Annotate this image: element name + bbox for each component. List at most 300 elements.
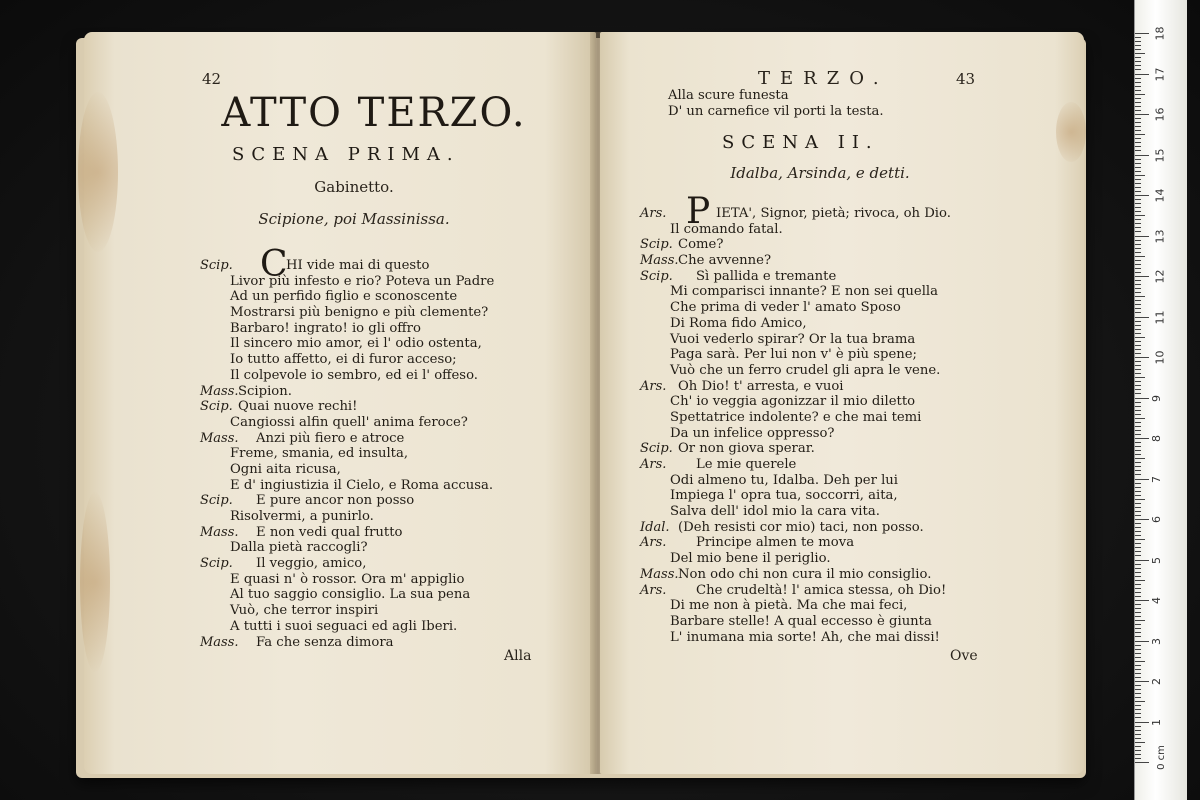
ruler-tick: [1135, 551, 1141, 552]
ruler-tick: [1135, 74, 1149, 75]
dialogue-line: [640, 237, 1060, 253]
drop-capital: P: [686, 191, 711, 232]
ruler-tick: [1135, 244, 1141, 245]
ruler-tick: [1135, 130, 1141, 131]
verse-text: Livor più infesto e rio? Poteva un Padre: [230, 273, 495, 289]
ruler-tick: [1135, 462, 1141, 463]
dialogue-line: [200, 603, 600, 619]
ruler-tick: [1135, 187, 1141, 188]
ruler-tick: [1135, 248, 1141, 249]
ruler-tick: [1135, 483, 1141, 484]
dialogue-line: [200, 619, 600, 635]
dialogue-line: [200, 572, 600, 588]
dialogue-line: [640, 457, 1060, 473]
dialogue-line: [640, 535, 1060, 551]
dialogue-line: [640, 630, 1060, 646]
ruler-tick: [1135, 576, 1141, 577]
ruler-number: 9: [1150, 394, 1163, 402]
ruler-tick: [1135, 418, 1145, 419]
ruler-tick: [1135, 146, 1141, 147]
verse-text: Mostrarsi più benigno e più clemente?: [230, 305, 489, 321]
speaker-label: Scip.: [640, 268, 673, 284]
ruler-tick: [1135, 199, 1141, 200]
ruler-tick: [1135, 98, 1141, 99]
ruler-tick: [1135, 288, 1141, 289]
speaker-label: Scip.: [640, 237, 673, 253]
verse-text: Ch' io veggia agonizzar il mio diletto: [670, 394, 916, 410]
dialogue-line: [640, 253, 1060, 269]
dialogue-line: [640, 567, 1060, 583]
ruler-number: 17: [1153, 67, 1167, 81]
ruler-number: 1: [1150, 718, 1163, 726]
verse-text: Scipion.: [238, 383, 292, 399]
dialogue-line: [640, 473, 1060, 489]
ruler-number: 15: [1153, 148, 1167, 162]
ruler-tick: [1135, 624, 1141, 625]
dialogue-line: [640, 222, 1060, 238]
catchword: Ove: [950, 648, 978, 664]
ruler-tick: [1135, 341, 1141, 342]
ruler-tick: [1135, 649, 1141, 650]
dialogue-line: [640, 394, 1060, 410]
dialogue-line: [640, 441, 1060, 457]
dialogue-line: [640, 269, 1060, 285]
ruler-tick: [1135, 612, 1141, 613]
verse-text: Dalla pietà raccogli?: [230, 540, 368, 556]
dialogue-line: [200, 258, 600, 274]
verse-text: Salva dell' idol mio la cara vita.: [670, 504, 880, 520]
ruler-tick: [1135, 636, 1141, 637]
ruler-number: 18: [1153, 26, 1167, 41]
ruler-tick: [1135, 470, 1141, 471]
ruler-tick: [1135, 65, 1141, 66]
ruler-tick: [1135, 159, 1141, 160]
ruler-tick: [1135, 37, 1141, 38]
ruler-tick: [1135, 317, 1149, 318]
dialogue-line: [200, 384, 600, 400]
ruler-tick: [1135, 479, 1149, 480]
verse-text: Odi almeno tu, Idalba. Deh per lui: [670, 472, 899, 488]
dialogue-line: [200, 446, 600, 462]
ruler-tick: [1135, 746, 1141, 747]
speaker-label: Ars.: [640, 378, 667, 394]
verse-text: Anzi più fiero e atroce: [256, 430, 405, 446]
dialogue-line: [640, 206, 1060, 222]
scene-location: Gabinetto.: [314, 178, 394, 196]
speaker-label: Scip.: [200, 399, 233, 415]
ruler-tick: [1135, 191, 1141, 192]
ruler-number: 11: [1153, 310, 1167, 324]
dialogue-line: [200, 289, 600, 305]
ruler-tick: [1135, 69, 1141, 70]
speaker-label: Ars.: [640, 535, 667, 551]
drop-capital: C: [260, 244, 288, 285]
verse-text: Le mie querele: [696, 457, 797, 472]
verse-text: Mi comparisci innante? E non sei quella: [670, 284, 939, 300]
ruler-tick: [1135, 33, 1149, 34]
ruler-tick: [1135, 94, 1145, 95]
ruler-tick: [1135, 312, 1141, 313]
verse-text: Principe almen te mova: [696, 535, 855, 551]
ruler-tick: [1135, 697, 1141, 698]
ruler-tick: [1135, 329, 1141, 330]
ruler-number: 6: [1150, 516, 1163, 523]
ruler-tick: [1135, 102, 1141, 103]
ruler-tick: [1135, 110, 1141, 111]
left-page: [84, 32, 596, 774]
ruler-tick: [1135, 653, 1141, 654]
ruler-tick: [1135, 487, 1141, 488]
ruler-tick: [1135, 337, 1145, 338]
ruler-tick: [1135, 689, 1141, 690]
ruler-tick: [1135, 365, 1141, 366]
ruler-tick: [1135, 519, 1149, 520]
ruler-tick: [1135, 114, 1149, 115]
dialogue-line: [640, 410, 1060, 426]
ruler-number: 8: [1150, 435, 1163, 442]
ruler-tick: [1135, 240, 1141, 241]
ruler-number: 7: [1150, 475, 1163, 483]
dialogue-line: [200, 368, 600, 384]
scene-characters: Scipione, poi Massinissa.: [258, 210, 450, 228]
verse-text: Fa che senza dimora: [256, 634, 394, 650]
ruler-tick: [1135, 41, 1141, 42]
dialogue-line: [200, 525, 600, 541]
dialogue-line: [640, 520, 1060, 536]
ruler-tick: [1135, 738, 1141, 739]
ruler-tick: [1135, 511, 1141, 512]
ruler-tick: [1135, 45, 1141, 46]
ruler-tick: [1135, 402, 1141, 403]
verse-text: HI vide mai di questo: [286, 258, 430, 273]
ruler-tick: [1135, 321, 1141, 322]
ruler-number: 14: [1153, 188, 1167, 203]
ruler-tick: [1135, 82, 1141, 83]
verse-text: Il sincero mio amor, ei l' odio ostenta,: [230, 336, 482, 352]
ruler-tick: [1135, 734, 1141, 735]
speaker-label: Scip.: [200, 493, 233, 509]
verse-text: Barbare stelle! A qual eccesso è giunta: [670, 613, 932, 629]
ruler-tick: [1135, 163, 1141, 164]
ruler-tick: [1135, 171, 1141, 172]
act-title: ATTO TERZO.: [221, 90, 527, 136]
verse-text: E non vedi qual frutto: [256, 524, 403, 540]
ruler-tick: [1135, 742, 1145, 743]
speaker-label: Mass.: [200, 383, 239, 399]
speaker-label: Scip.: [200, 258, 233, 273]
ruler-tick: [1135, 499, 1145, 500]
dialogue-line: [200, 274, 600, 290]
ruler-tick: [1135, 195, 1149, 196]
ruler-tick: [1135, 726, 1141, 727]
verse-text: Io tutto affetto, ei di furor acceso;: [230, 352, 457, 368]
verse-text: Impiega l' opra tua, soccorri, aita,: [670, 488, 898, 504]
ruler-tick: [1135, 236, 1149, 237]
ruler-tick: [1135, 442, 1141, 443]
ruler-tick: [1135, 150, 1141, 151]
dialogue-line: [640, 426, 1060, 442]
speaker-label: Scip.: [640, 441, 673, 457]
speaker-label: Idal.: [640, 519, 670, 535]
ruler-tick: [1135, 345, 1141, 346]
verse-text: Oh Dio! t' arresta, e vuoi: [678, 378, 844, 394]
dialogue-line: [200, 305, 600, 321]
ruler-tick: [1135, 142, 1141, 143]
ruler-unit-label: 0 cm: [1155, 745, 1167, 770]
ruler-tick: [1135, 211, 1141, 212]
ruler-tick: [1135, 604, 1141, 605]
verse-text: Che avvenne?: [678, 253, 772, 269]
ruler-tick: [1135, 272, 1141, 273]
ruler-tick: [1135, 657, 1141, 658]
ruler-tick: [1135, 600, 1149, 601]
ruler-tick: [1135, 430, 1141, 431]
ruler-tick: [1135, 203, 1141, 204]
verse-text: Quai nuove rechi!: [238, 399, 358, 415]
ruler-tick: [1135, 268, 1141, 269]
ruler-tick: [1135, 730, 1141, 731]
ruler-tick: [1135, 90, 1141, 91]
ruler-tick: [1135, 685, 1141, 686]
ruler-tick: [1135, 503, 1141, 504]
ruler-tick: [1135, 628, 1141, 629]
ruler-tick: [1135, 438, 1149, 439]
right-page: TERZO. 43 Alla scure funesta D' un carnefice vil porti la testa. SCENA II. Idalba, Arsinda, e detti. P Ars. IETA', Signor, pietà; rivoca, oh Dio. Il comando fatal. Scip. Come? Mass. Che avvenne? Scip. Sì pallida e tremante Mi comparisci innante? E non sei quella Che prima di veder l' amato Sposo Di Roma fido Amico, Vuoi vederlo spirar? Or la tua brama Paga sarà. Per lui non v' è più spene; Vuò che un ferro crudel gli apra le vene. Ars. Oh Dio! t' arresta, e vuoi Ch' io veggia agonizzar il mio diletto Spettatrice indolente? e che mai temi Da un infelice oppresso? Scip. Or non giova sperar. Ars. Le mie querele Odi almeno tu, Idalba. Deh per lui Impiega l' opra tua, soccorri, aita, Salva dell' idol mio la cara vita. Idal. (Deh resisti cor mio) taci, non posso. Ars. Principe almen te mova Del mio bene il periglio. Mass. Non odo chi non cura il mio consiglio. Ars. Che crudeltà! l' amica stessa, oh Dio! Di me non à pietà. Ma che mai feci, Barbare stelle! A qual eccesso è giunta L' inumana mia sorte! Ah, che mai dissi! Ove: [600, 32, 1084, 774]
ruler-tick: [1135, 118, 1141, 119]
ruler-tick: [1135, 588, 1141, 589]
ruler-tick: [1135, 304, 1141, 305]
ruler-tick: [1135, 393, 1141, 394]
ruler-tick: [1135, 592, 1141, 593]
ruler-tick: [1135, 426, 1141, 427]
ruler-tick: [1135, 256, 1145, 257]
dialogue-line: [200, 336, 600, 352]
ruler-tick: [1135, 722, 1149, 723]
verse-text: Ad un perfido figlio e sconoscente: [230, 289, 458, 305]
ruler-tick: [1135, 231, 1141, 232]
ruler-tick: [1135, 106, 1141, 107]
dialogue-line: [200, 399, 600, 415]
ruler-tick: [1135, 406, 1141, 407]
ruler-tick: [1135, 568, 1141, 569]
page-number: 43: [956, 70, 976, 88]
ruler-tick: [1135, 641, 1149, 642]
ruler-tick: [1135, 292, 1141, 293]
dialogue-line: [200, 415, 600, 431]
ruler-tick: [1135, 645, 1141, 646]
verse-text: Non odo chi non cura il mio consiglio.: [678, 566, 932, 582]
ruler-tick: [1135, 300, 1141, 301]
ruler-tick: [1135, 126, 1141, 127]
dialogue-line: [640, 583, 1060, 599]
verse-text: IETA', Signor, pietà; rivoca, oh Dio.: [716, 206, 951, 221]
ruler-tick: [1135, 377, 1145, 378]
dialogue-line: [200, 556, 600, 572]
ruler-tick: [1135, 138, 1141, 139]
ruler-tick: [1135, 665, 1141, 666]
dialogue-line: [200, 431, 600, 447]
ruler-tick: [1135, 454, 1141, 455]
verse-text: Ogni aita ricusa,: [230, 461, 341, 477]
ruler-number: 16: [1153, 107, 1167, 122]
ruler-number: 2: [1150, 678, 1163, 685]
ruler-tick: [1135, 183, 1141, 184]
ruler-tick: [1135, 539, 1145, 540]
ruler-tick: [1135, 61, 1141, 62]
ruler-tick: [1135, 535, 1141, 536]
ruler-tick: [1135, 543, 1141, 544]
dialogue-block: [200, 258, 600, 650]
dialogue-line: [640, 614, 1060, 630]
ruler-number: 5: [1150, 556, 1163, 564]
speaker-label: Ars.: [640, 206, 667, 221]
verse-text: E quasi n' ò rossor. Ora m' appiglio: [230, 571, 465, 587]
foxing-stain: [78, 92, 118, 252]
verse-text: Il veggio, amico,: [256, 556, 367, 572]
ruler-tick: [1135, 701, 1145, 702]
dialogue-line: [640, 504, 1060, 520]
ruler-tick: [1135, 705, 1141, 706]
ruler-tick: [1135, 555, 1141, 556]
ruler-number: 4: [1150, 597, 1163, 604]
ruler-tick: [1135, 410, 1141, 411]
speaker-label: Mass.: [640, 253, 679, 269]
verse-text: Or non giova sperar.: [678, 441, 815, 457]
verse-text: Vuoi vederlo spirar? Or la tua brama: [670, 331, 916, 347]
measuring-ruler: [1134, 0, 1187, 800]
verse-text: A tutti i suoi seguaci ed agli Iberi.: [230, 618, 458, 634]
ruler-tick: [1135, 677, 1141, 678]
verse-text: Che crudeltà! l' amica stessa, oh Dio!: [696, 582, 947, 598]
ruler-tick: [1135, 507, 1141, 508]
running-head: TERZO.: [758, 68, 889, 89]
ruler-tick: [1135, 717, 1141, 718]
ruler-tick: [1135, 155, 1149, 156]
foxing-stain: [80, 492, 110, 672]
ruler-tick: [1135, 57, 1141, 58]
ruler-tick: [1135, 179, 1141, 180]
dialogue-line: [640, 332, 1060, 348]
ruler-tick: [1135, 207, 1141, 208]
ruler-tick: [1135, 219, 1141, 220]
ruler-tick: [1135, 122, 1141, 123]
ruler-tick: [1135, 515, 1141, 516]
ruler-tick: [1135, 669, 1141, 670]
ruler-tick: [1135, 385, 1141, 386]
verse-text: Spettatrice indolente? e che mai temi: [670, 409, 922, 425]
ruler-tick: [1135, 560, 1149, 561]
dialogue-line: [640, 347, 1060, 363]
dialogue-line: [200, 478, 600, 494]
ruler-tick: [1135, 414, 1141, 415]
ruler-tick: [1135, 167, 1141, 168]
verse-text: L' inumana mia sorte! Ah, che mai dissi!: [670, 629, 940, 645]
ruler-tick: [1135, 564, 1141, 565]
ruler-tick: [1135, 681, 1149, 682]
ruler-tick: [1135, 434, 1141, 435]
ruler-tick: [1135, 661, 1145, 662]
speaker-label: Mass.: [200, 524, 239, 540]
dialogue-line: [200, 540, 600, 556]
ruler-tick: [1135, 762, 1149, 763]
verse-text: Che prima di veder l' amato Sposo: [670, 300, 901, 316]
ruler-tick: [1135, 369, 1141, 370]
dialogue-line: [640, 488, 1060, 504]
verse-text: Di me non à pietà. Ma che mai feci,: [670, 598, 908, 614]
scene-title: SCENA PRIMA.: [232, 144, 460, 165]
dialogue-line: [200, 509, 600, 525]
ruler-tick: [1135, 349, 1141, 350]
speaker-label: Ars.: [640, 582, 667, 598]
ruler-tick: [1135, 215, 1145, 216]
dialogue-line: [640, 598, 1060, 614]
ruler-number: 3: [1150, 637, 1163, 645]
dialogue-line: [640, 300, 1060, 316]
verse-text: Vuò che un ferro crudel gli apra le vene.: [670, 362, 941, 378]
ruler-tick: [1135, 547, 1141, 548]
ruler-tick: [1135, 53, 1145, 54]
ruler-tick: [1135, 584, 1141, 585]
verse-text: Il colpevole io sembro, ed ei l' offeso.: [230, 367, 478, 383]
ruler-tick: [1135, 353, 1141, 354]
ruler-tick: [1135, 252, 1141, 253]
verse-text: (Deh resisti cor mio) taci, non posso.: [678, 519, 924, 535]
ruler-tick: [1135, 673, 1141, 674]
verse-text: Sì pallida e tremante: [696, 268, 837, 284]
ruler-tick: [1135, 280, 1141, 281]
ruler-tick: [1135, 373, 1141, 374]
ruler-tick: [1135, 531, 1141, 532]
ruler-tick: [1135, 325, 1141, 326]
ruler-tick: [1135, 398, 1149, 399]
ruler-tick: [1135, 389, 1141, 390]
ruler-tick: [1135, 78, 1141, 79]
ruler-tick: [1135, 357, 1149, 358]
ruler-tick: [1135, 296, 1145, 297]
ruler-tick: [1135, 750, 1141, 751]
ruler-tick: [1135, 276, 1149, 277]
verse-text: Freme, smania, ed insulta,: [230, 446, 409, 462]
verse-text: Vuò, che terror inspiri: [230, 603, 379, 619]
dialogue-line: [200, 352, 600, 368]
verse-text: Di Roma fido Amico,: [670, 315, 807, 331]
ruler-tick: [1135, 754, 1141, 755]
dialogue-line: [640, 379, 1060, 395]
verse-text: Risolvermi, a punirlo.: [230, 509, 374, 524]
foxing-stain: [1056, 102, 1086, 162]
ruler-tick: [1135, 474, 1141, 475]
page-number: 42: [202, 70, 222, 88]
speaker-label: Mass.: [200, 634, 239, 650]
ruler-tick: [1135, 223, 1141, 224]
ruler-number: 13: [1153, 229, 1167, 243]
ruler-tick: [1135, 693, 1141, 694]
dialogue-block: [640, 206, 1060, 645]
dialogue-line: [640, 284, 1060, 300]
ruler-tick: [1135, 466, 1141, 467]
scene-title: SCENA II.: [722, 132, 879, 153]
ruler-tick: [1135, 422, 1141, 423]
ruler-tick: [1135, 709, 1141, 710]
speaker-label: Scip.: [200, 556, 233, 572]
verse-text: Paga sarà. Per lui non v' è più spene;: [670, 347, 918, 363]
verse-text: Il comando fatal.: [670, 221, 783, 237]
ruler-tick: [1135, 495, 1141, 496]
ruler-tick: [1135, 308, 1141, 309]
speaker-label: Mass.: [200, 430, 239, 446]
ruler-number: 12: [1153, 269, 1167, 284]
ruler-tick: [1135, 523, 1141, 524]
